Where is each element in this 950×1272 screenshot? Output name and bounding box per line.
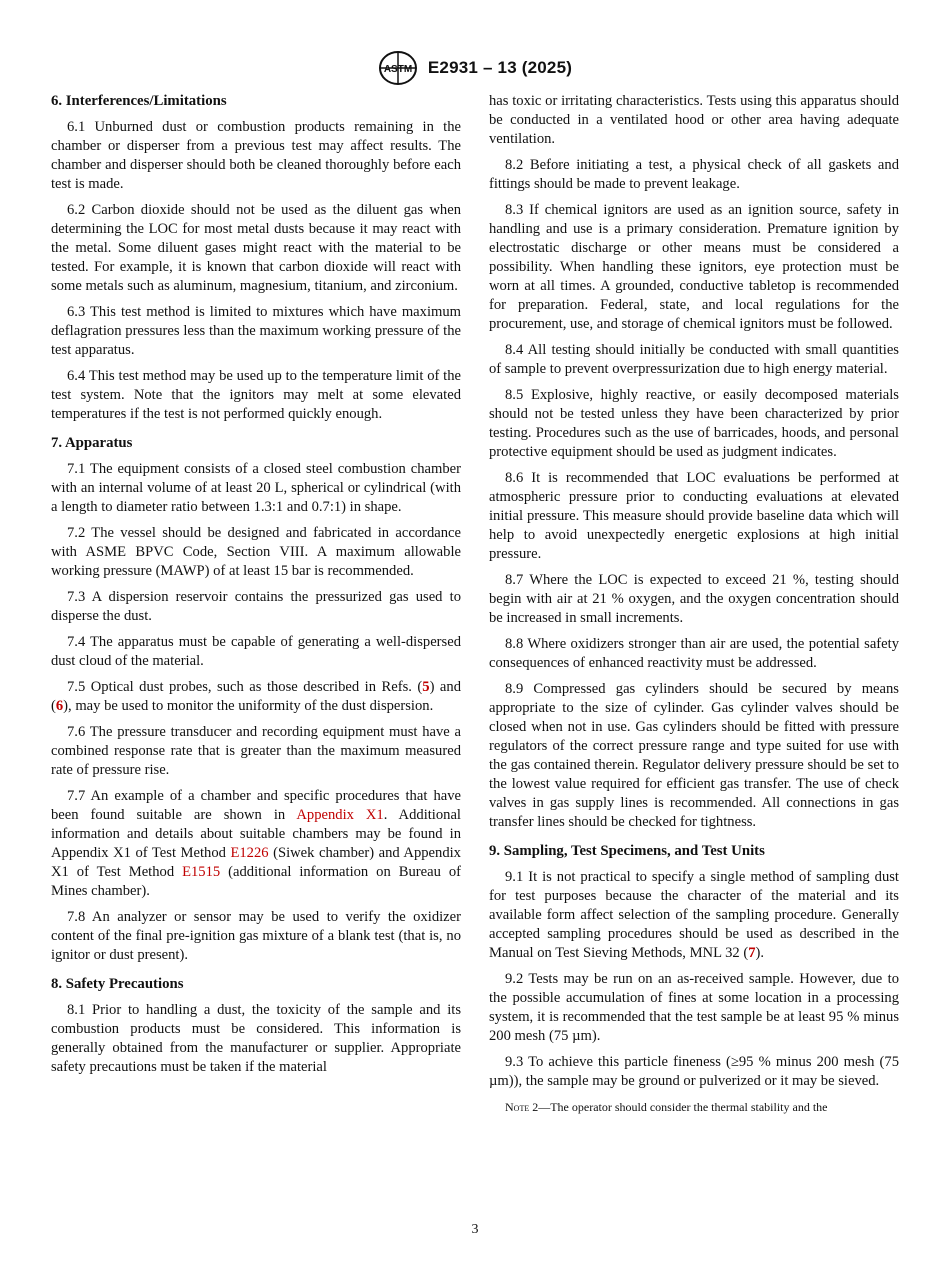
- text-run: ) and (: [51, 679, 461, 714]
- paragraph-8-6: 8.6 It is recommended that LOC evaluations be performed at atmospheric pressure prior to conducting evaluations at elevated initial pressure. This measure should provide baseline data which will help to avoid unexpectedly energetic explosions at high initial pressure.: [489, 470, 899, 562]
- paragraph-7-1: 7.1 The equipment consists of a closed steel combustion chamber with an internal volume of at least 20 L, spherical or cylindrical (with a length to diameter ratio between 1.3:1 and 0.7:1) in shape.: [51, 461, 461, 515]
- text-run: ).: [755, 945, 765, 961]
- text-run: (additional information on Bureau of Mines chamber).: [51, 864, 461, 899]
- note-text: 2—The operator should consider the thermal stability and the: [529, 1100, 828, 1114]
- astm-logo-icon: [378, 50, 418, 86]
- paragraph-6-4: 6.4 This test method may be used up to the temperature limit of the test system. Note that the ignitors may melt at some elevated temperatures if the test is not performed quickly enough.: [51, 368, 461, 422]
- note-label: Note: [505, 1100, 530, 1114]
- paragraph-6-1: 6.1 Unburned dust or combustion products remaining in the chamber or disperser from a previous test may affect results. The chamber and disperser should both be cleaned thoroughly before each test is made.: [51, 119, 461, 192]
- paragraph-7-8: 7.8 An analyzer or sensor may be used to verify the oxidizer content of the final pre-ignition gas mixture of a blank test (that is, no ignitor or dust present).: [51, 909, 461, 963]
- paragraph-6-2: 6.2 Carbon dioxide should not be used as the diluent gas when determining the LOC for most metal dusts because it may react with the metal. Some diluent gases might react with the material to be tested. For example, it is known that carbon dioxide will react with some metals such as aluminum, magnesium, titanium, and zirconium.: [51, 202, 461, 294]
- paragraph-9-3: 9.3 To achieve this particle fineness (≥95 % minus 200 mesh (75 µm)), the sample may be ground or pulverized or it may be sieved.: [489, 1054, 899, 1089]
- text-run: . Additional information and details about suitable chambers may be found in Appendix X1 of Test Method: [51, 807, 461, 861]
- paragraph-7-6: 7.6 The pressure transducer and recording equipment must have a combined response rate that is greater than the maximum measured rate of pressure rise.: [51, 724, 461, 778]
- paragraph-8-2: 8.2 Before initiating a test, a physical check of all gaskets and fittings should be made to prevent leakage.: [489, 157, 899, 192]
- text-run: ), may be used to monitor the uniformity of the dust dispersion.: [63, 698, 434, 714]
- e1226-link[interactable]: E1226: [230, 845, 269, 861]
- paragraph-8-1: 8.1 Prior to handling a dust, the toxicity of the sample and its combustion products must be considered. This information is generally obtained from the manufacturer or supplier. Appropriate safety precautions must be taken if the material: [51, 1002, 461, 1075]
- paragraph-8-8: 8.8 Where oxidizers stronger than air are used, the potential safety consequences of enhanced reactivity must be addressed.: [489, 636, 899, 671]
- paragraph-8-3: 8.3 If chemical ignitors are used as an ignition source, safety in handling and use is a primary consideration. Premature ignition by electrostatic discharge or other means must be considered a possibility. When handling these ignitors, eye protection must be worn at all times. A grounded, conductive tabletop is recommended for preparation. Federal, state, and local regulations for the procurement, use, and storage of chemical ignitors must be followed.: [489, 202, 899, 332]
- paragraph-6-3: 6.3 This test method is limited to mixtures which have maximum deflagration pressures less than the maximum working pressure of the test apparatus.: [51, 304, 461, 358]
- text-run: 9.1 It is not practical to specify a single method of sampling dust for test purposes because the character of the material and its available form affect selection of the sampling procedure. Generally accepted sampling procedures should be used as described in the Manual on Test Sieving Methods, MNL 32 (: [489, 869, 899, 961]
- paragraph-8-4: 8.4 All testing should initially be conducted with small quantities of sample to prevent overpressurization due to high energy material.: [489, 342, 899, 377]
- paragraph-7-4: 7.4 The apparatus must be capable of generating a well-dispersed dust cloud of the material.: [51, 634, 461, 669]
- paragraph-8-7: 8.7 Where the LOC is expected to exceed 21 %, testing should begin with air at 21 % oxygen, and the oxygen concentration should be increased in small increments.: [489, 572, 899, 626]
- paragraph-7-7: [51, 787, 461, 901]
- e1515-link[interactable]: E1515: [182, 864, 221, 880]
- section-heading-9: 9. Sampling, Test Specimens, and Test Units: [489, 843, 765, 859]
- paragraph-9-1: [489, 868, 899, 963]
- svg-text:ASTM: ASTM: [383, 64, 413, 75]
- paragraph-8-5: 8.5 Explosive, highly reactive, or easily decomposed materials should not be tested unless they have been characterized by prior testing. Procedures such as the use of barricades, hoods, and personal protective equipment should be used as judgment indicates.: [489, 387, 899, 460]
- page-header: [0, 50, 950, 86]
- text-run: (Siwek chamber) and Appendix X1 of Test Method: [51, 845, 461, 880]
- reference-link-7[interactable]: 7: [748, 945, 756, 961]
- paragraph-7-3: 7.3 A dispersion reservoir contains the pressurized gas used to disperse the dust.: [51, 589, 461, 624]
- paragraph-7-2: 7.2 The vessel should be designed and fabricated in accordance with ASME BPVC Code, Section VIII. A maximum allowable working pressure (MAWP) of at least 15 bar is recommended.: [51, 525, 461, 579]
- appendix-x1-link[interactable]: Appendix X1: [296, 807, 384, 823]
- text-run: 7.5 Optical dust probes, such as those described in Refs. (: [67, 679, 423, 695]
- reference-link-5[interactable]: 5: [422, 679, 430, 695]
- paragraph-8-1-continued: has toxic or irritating characteristics. Tests using this apparatus should be conducted in a ventilated hood or other area having adequate ventilation.: [489, 93, 899, 147]
- section-heading-7: 7. Apparatus: [51, 435, 133, 451]
- paragraph-9-2: 9.2 Tests may be run on an as-received sample. However, due to the possible accumulation of fines at some location in a processing system, it is recommended that the test sample be at least 95 % minus 200 mesh (75 µm).: [489, 971, 899, 1044]
- paragraph-7-5: [51, 678, 461, 716]
- note-2: [489, 1099, 899, 1115]
- left-column: [51, 92, 461, 1084]
- section-heading-8: 8. Safety Precautions: [51, 976, 184, 992]
- section-heading-6: 6. Interferences/Limitations: [51, 93, 227, 109]
- text-run: 7.7 An example of a chamber and specific procedures that have been found suitable are shown in: [51, 788, 461, 823]
- paragraph-8-9: 8.9 Compressed gas cylinders should be secured by means appropriate to the size of cylinder. Gas cylinder valves should be closed when not in use. Gas cylinders should be fitted with pressure regulators of the correct pressure range and type suited for use with the gas contained therein. Regulator delivery pressure should be set to the lowest value required for efficient gas transfer. The use of check valves in gas supply lines is recommended. All connections in gas transfer lines should be checked for tightness.: [489, 681, 899, 830]
- page-number: 3: [471, 1222, 479, 1237]
- right-column: [489, 92, 899, 1122]
- reference-link-6[interactable]: 6: [55, 698, 64, 714]
- document-id: E2931 – 13 (2025): [427, 58, 573, 77]
